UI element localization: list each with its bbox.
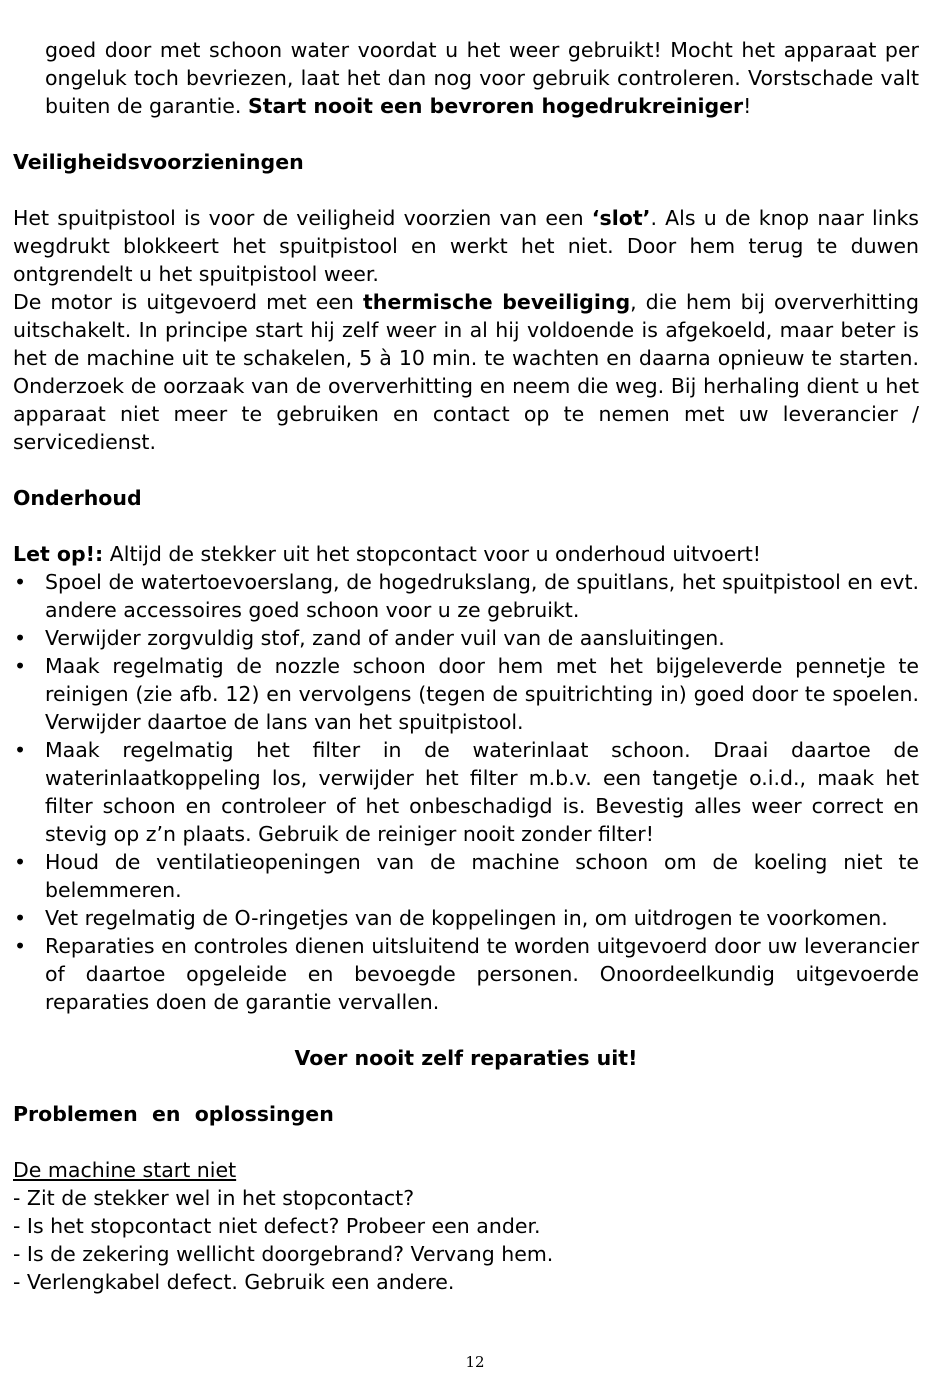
list-item (13, 904, 919, 932)
problem-line: - Is de zekering wellicht doorgebrand? Vervang hem. (13, 1242, 554, 1266)
list-item-text: Maak regelmatig de nozzle schoon door hem met het bijgeleverde pennetje te reinigen (zie afb. 12) en vervolgens (tegen de spuitrichting in) goed door te spoelen. Verwijder daartoe de lans van het spuitpistool. (45, 654, 919, 734)
maintenance-heading: Onderhoud (13, 486, 142, 510)
bullet-icon: • (14, 906, 27, 930)
maintenance-note-text: Altijd de stekker uit het stopcontact voor u onderhoud uitvoert! (103, 542, 762, 566)
list-item-text: Reparaties en controles dienen uitsluitend te worden uitgevoerd door uw leverancier of daartoe opgeleide en bevoegde personen. Onoordeelkundig uitgevoerde reparaties doen de garantie vervallen. (45, 934, 919, 1014)
bullet-icon: • (14, 738, 27, 762)
list-item-text: Vet regelmatig de O-ringetjes van de koppelingen in, om uitdrogen te voorkomen. (45, 906, 888, 930)
safety-paragraph-1 (13, 204, 919, 288)
intro-paragraph (13, 36, 919, 120)
list-item (13, 736, 919, 848)
safety-p1-text-b: . Als u de knop naar links wegdrukt blokkeert het spuitpistool en werkt het niet. Door hem terug te duwen ontgrendelt u het spuitpistool weer. (13, 206, 919, 286)
bullet-icon: • (14, 850, 27, 874)
safety-heading: Veiligheidsvoorzieningen (13, 150, 304, 174)
document-page (13, 36, 919, 1296)
safety-p1-bold: ‘slot’ (591, 206, 651, 230)
maintenance-list (13, 568, 919, 1016)
problem-line: - Zit de stekker wel in het stopcontact? (13, 1186, 415, 1210)
intro-text: goed door met schoon water voordat u het weer gebruikt! Mocht het apparaat per ongeluk toch bevriezen, laat het dan nog voor gebruik controleren. Vorstschade valt buiten de garantie. (45, 38, 919, 118)
maintenance-note (13, 540, 919, 568)
safety-p2-text-b: , die hem bij oververhitting uitschakelt. In principe start hij zelf weer in al hij voldoende is afgekoeld, maar beter is het de machine uit te schakelen, 5 à 10 min. te wachten en daarna opnieuw te starten. Onderzoek de oorzaak van de oververhitting en neem die weg. Bij herhaling dient u het apparaat niet meer te gebruiken en contact op te nemen met uw leverancier / servicedienst. (13, 290, 920, 454)
safety-p2-text-a: De motor is uitgevoerd met een (13, 290, 363, 314)
bullet-icon: • (14, 654, 27, 678)
problem-line: - Verlengkabel defect. Gebruik een andere. (13, 1270, 455, 1294)
bullet-icon: • (14, 570, 27, 594)
page-number: 12 (465, 1353, 485, 1371)
safety-p1-text-a: Het spuitpistool is voor de veiligheid voorzien van een (13, 206, 592, 230)
list-item (13, 848, 919, 904)
list-item (13, 932, 919, 1016)
bullet-icon: • (14, 626, 27, 650)
intro-end: ! (743, 94, 752, 118)
list-item (13, 624, 919, 652)
safety-p2-bold: thermische beveiliging (362, 290, 631, 314)
maintenance-note-bold: Let op!: (13, 542, 104, 566)
problem-line: - Is het stopcontact niet defect? Probeer een ander. (13, 1214, 541, 1238)
list-item-text: Verwijder zorgvuldig stof, zand of ander vuil van de aansluitingen. (45, 626, 725, 650)
safety-paragraph-2 (13, 288, 919, 456)
problems-heading: Problemen en oplossingen (13, 1102, 334, 1126)
bullet-icon: • (14, 934, 27, 958)
list-item (13, 568, 919, 624)
list-item-text: Spoel de watertoevoerslang, de hogedrukslang, de spuitlans, het spuitpistool en evt. andere accessoires goed schoon voor u ze gebruikt. (45, 570, 919, 622)
list-item-text: Maak regelmatig het filter in de waterinlaat schoon. Draai daartoe de waterinlaatkoppeling los, verwijder het filter m.b.v. een tangetje o.i.d., maak het filter schoon en controleer of het onbeschadigd is. Bevestig alles weer correct en stevig op z’n plaats. Gebruik de reiniger nooit zonder filter! (45, 738, 919, 846)
list-item (13, 652, 919, 736)
list-item-text: Houd de ventilatieopeningen van de machine schoon om de koeling niet te belemmeren. (45, 850, 919, 902)
problems-subheading: De machine start niet (13, 1158, 237, 1182)
intro-bold-warning: Start nooit een bevroren hogedrukreiniger (247, 94, 744, 118)
repair-warning: Voer nooit zelf reparaties uit! (294, 1046, 638, 1070)
